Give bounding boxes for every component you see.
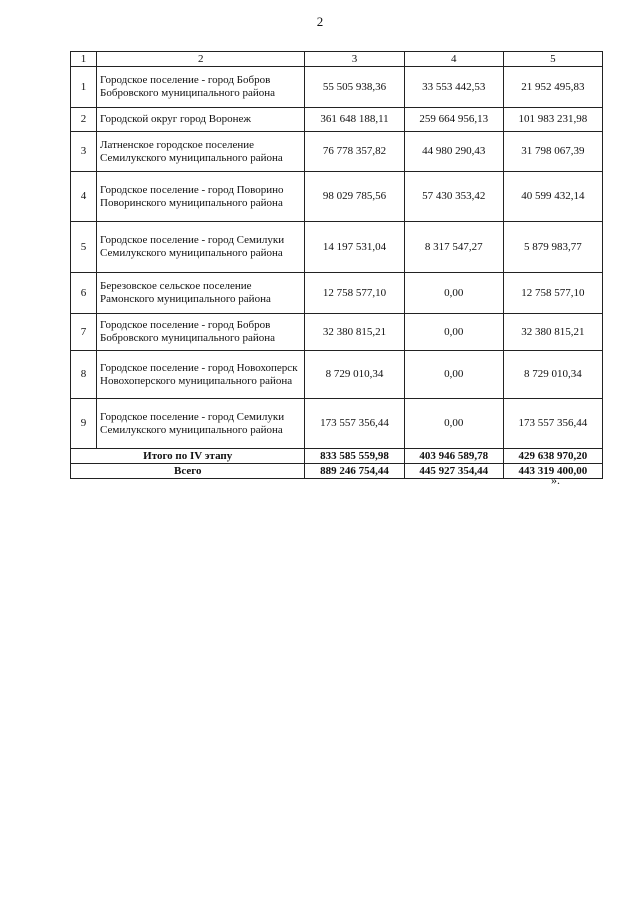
- grand-total-label: Всего: [71, 464, 305, 479]
- municipality-name: Городское поселение - город Бобров Бобровского муниципального района: [97, 67, 305, 108]
- table-row: [71, 314, 603, 351]
- table-row: [71, 399, 603, 449]
- value-col5: 21 952 495,83: [503, 67, 602, 108]
- row-number: 1: [71, 67, 97, 108]
- table-row: [71, 172, 603, 222]
- value-col5: 8 729 010,34: [503, 351, 602, 399]
- municipality-name: Городское поселение - город Бобров Бобровского муниципального района: [97, 314, 305, 351]
- header-cell: 2: [97, 52, 305, 67]
- grand-total-col5: 443 319 400,00: [503, 464, 602, 479]
- row-number: 2: [71, 108, 97, 132]
- value-col5: 173 557 356,44: [503, 399, 602, 449]
- total-col4: 403 946 589,78: [404, 449, 503, 464]
- total-label: Итого по IV этапу: [71, 449, 305, 464]
- value-col5: 32 380 815,21: [503, 314, 602, 351]
- value-col3: 8 729 010,34: [305, 351, 404, 399]
- grand-total-col3: 889 246 754,44: [305, 464, 404, 479]
- municipality-name: Березовское сельское поселение Рамонского муниципального района: [97, 273, 305, 314]
- value-col4: 0,00: [404, 273, 503, 314]
- municipality-name: Городское поселение - город Поворино Поворинского муниципального района: [97, 172, 305, 222]
- value-col3: 76 778 357,82: [305, 132, 404, 172]
- page-number: 2: [316, 14, 324, 29]
- row-number: 3: [71, 132, 97, 172]
- header-cell: 5: [503, 52, 602, 67]
- table-row: [71, 273, 603, 314]
- value-col4: 0,00: [404, 399, 503, 449]
- total-col5: 429 638 970,20: [503, 449, 602, 464]
- value-col3: 14 197 531,04: [305, 222, 404, 273]
- value-col5: 31 798 067,39: [503, 132, 602, 172]
- value-col3: 12 758 577,10: [305, 273, 404, 314]
- value-col4: 44 980 290,43: [404, 132, 503, 172]
- row-number: 5: [71, 222, 97, 273]
- row-number: 7: [71, 314, 97, 351]
- municipality-name: Городское поселение - город Семилуки Семилукского муниципального района: [97, 222, 305, 273]
- header-cell: 1: [71, 52, 97, 67]
- table-row: [71, 67, 603, 108]
- total-row-stage-iv: [71, 449, 603, 464]
- value-col3: 173 557 356,44: [305, 399, 404, 449]
- row-number: 4: [71, 172, 97, 222]
- closing-quote-mark: ».: [551, 473, 560, 487]
- grand-total-row: [71, 464, 603, 479]
- header-cell: 3: [305, 52, 404, 67]
- municipality-name: Городское поселение - город Новохоперск Новохоперского муниципального района: [97, 351, 305, 399]
- header-cell: 4: [404, 52, 503, 67]
- row-number: 6: [71, 273, 97, 314]
- value-col3: 32 380 815,21: [305, 314, 404, 351]
- value-col4: 0,00: [404, 314, 503, 351]
- table-header-row: [71, 52, 603, 67]
- row-number: 9: [71, 399, 97, 449]
- value-col4: 57 430 353,42: [404, 172, 503, 222]
- value-col4: 8 317 547,27: [404, 222, 503, 273]
- value-col5: 101 983 231,98: [503, 108, 602, 132]
- value-col5: 12 758 577,10: [503, 273, 602, 314]
- table-row: [71, 222, 603, 273]
- municipality-name: Городской округ город Воронеж: [97, 108, 305, 132]
- total-col3: 833 585 559,98: [305, 449, 404, 464]
- value-col3: 98 029 785,56: [305, 172, 404, 222]
- grand-total-col4: 445 927 354,44: [404, 464, 503, 479]
- table-row: [71, 108, 603, 132]
- table-row: [71, 351, 603, 399]
- municipality-name: Латненское городское поселение Семилукского муниципального района: [97, 132, 305, 172]
- row-number: 8: [71, 351, 97, 399]
- value-col3: 55 505 938,36: [305, 67, 404, 108]
- allocation-table: [70, 51, 603, 479]
- value-col5: 5 879 983,77: [503, 222, 602, 273]
- table-row: [71, 132, 603, 172]
- value-col4: 33 553 442,53: [404, 67, 503, 108]
- value-col4: 0,00: [404, 351, 503, 399]
- municipality-name: Городское поселение - город Семилуки Семилукского муниципального района: [97, 399, 305, 449]
- value-col3: 361 648 188,11: [305, 108, 404, 132]
- value-col5: 40 599 432,14: [503, 172, 602, 222]
- value-col4: 259 664 956,13: [404, 108, 503, 132]
